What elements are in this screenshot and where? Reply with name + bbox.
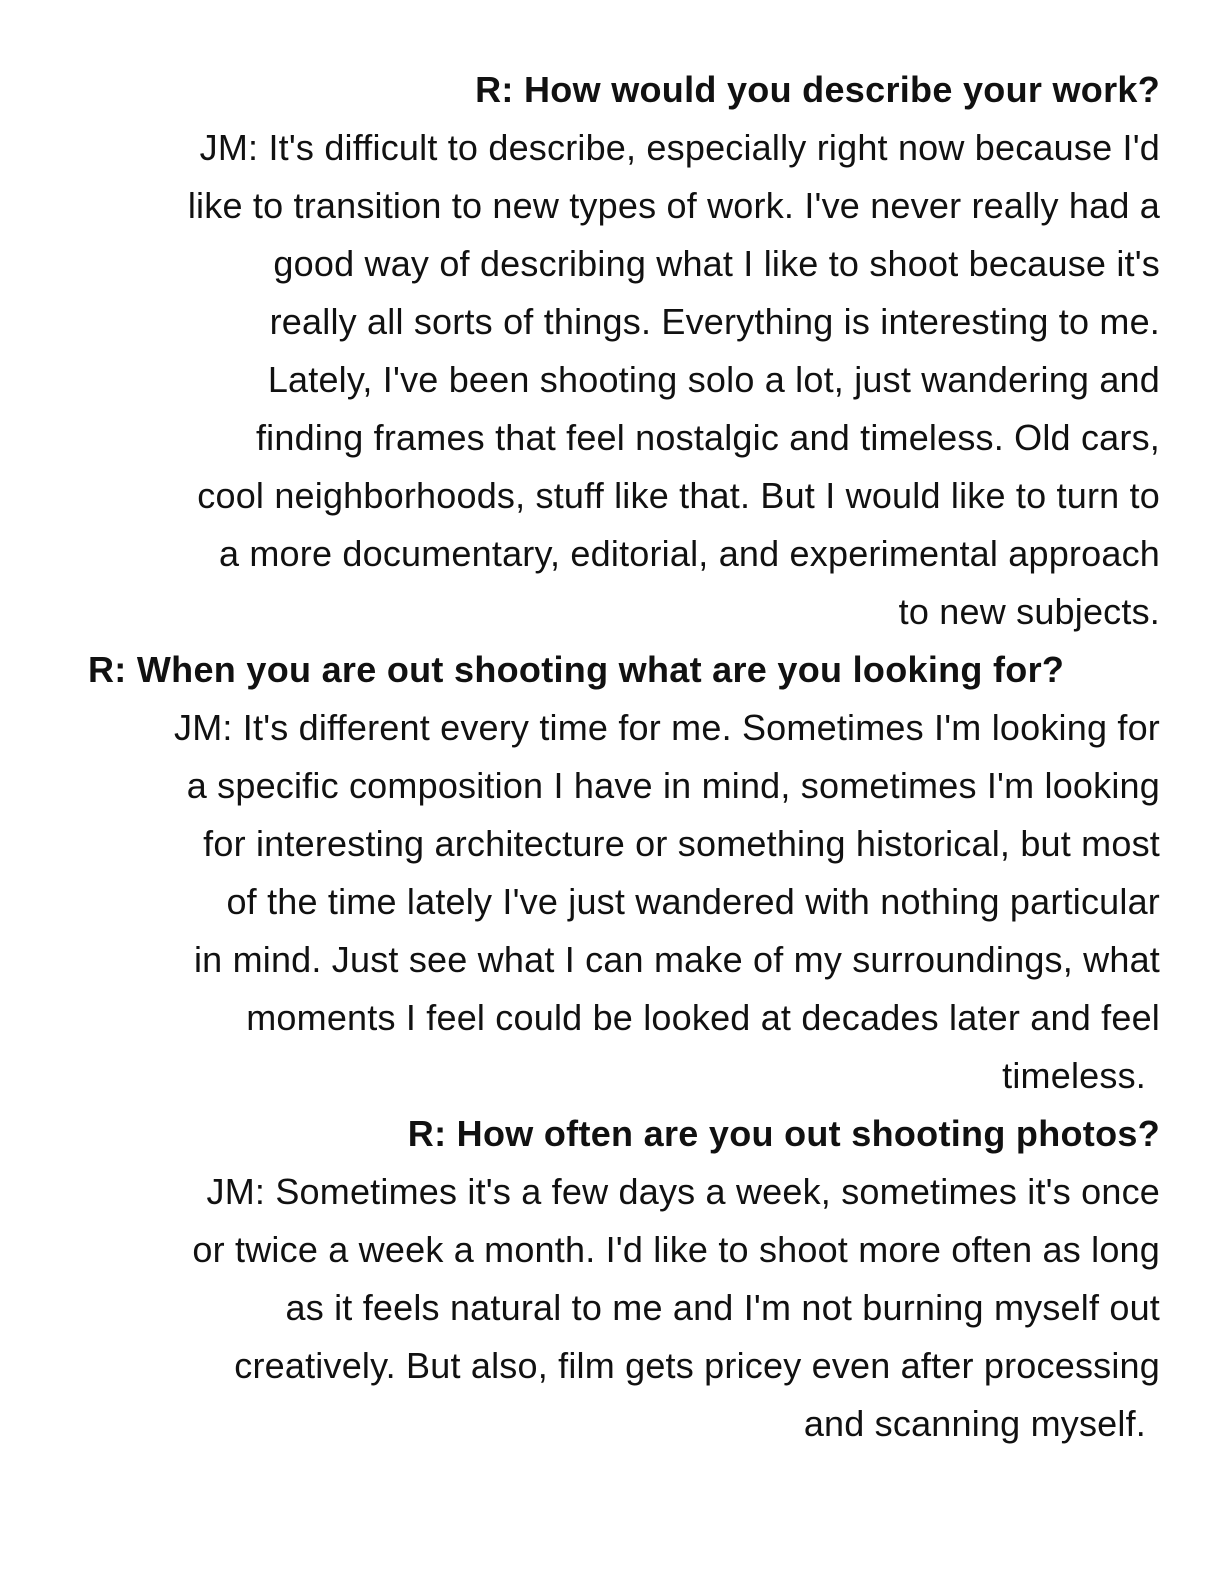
answer-2-line-2: a specific composition I have in mind, sometimes I'm looking (186, 765, 1160, 806)
answer-2-line-4: of the time lately I've just wandered with nothing particular (226, 881, 1160, 922)
question-1: R: How would you describe your work? (475, 69, 1160, 110)
answer-2-line-3: for interesting architecture or something historical, but most (203, 823, 1160, 864)
answer-2-line-7: timeless. (1002, 1055, 1146, 1096)
answer-1-line-1: JM: It's difficult to describe, especially right now because I'd (199, 127, 1160, 168)
answer-1-line-4: really all sorts of things. Everything is interesting to me. (269, 301, 1160, 342)
answer-1-line-9: to new subjects. (898, 591, 1160, 632)
answer-3-line-5: and scanning myself. (803, 1403, 1146, 1444)
answer-3-line-3: as it feels natural to me and I'm not burning myself out (285, 1287, 1160, 1328)
answer-1-line-6: finding frames that feel nostalgic and timeless. Old cars, (255, 417, 1160, 458)
answer-1-line-3: good way of describing what I like to shoot because it's (273, 243, 1160, 284)
question-3: R: How often are you out shooting photos? (407, 1113, 1160, 1154)
answer-1-line-7: cool neighborhoods, stuff like that. But I would like to turn to (197, 475, 1160, 516)
question-2: R: When you are out shooting what are you looking for? (88, 649, 1065, 690)
answer-2-line-6: moments I feel could be looked at decades later and feel (246, 997, 1160, 1038)
answer-2-line-5: in mind. Just see what I can make of my surroundings, what (193, 939, 1160, 980)
answer-3-line-2: or twice a week a month. I'd like to shoot more often as long (192, 1229, 1160, 1270)
answer-3-line-4: creatively. But also, film gets pricey even after processing (234, 1345, 1160, 1386)
answer-3-line-1: JM: Sometimes it's a few days a week, sometimes it's once (206, 1171, 1160, 1212)
answer-1-line-2: like to transition to new types of work. I've never really had a (187, 185, 1160, 226)
answer-2-line-1: JM: It's different every time for me. Sometimes I'm looking for (174, 707, 1160, 748)
answer-1-line-5: Lately, I've been shooting solo a lot, just wandering and (267, 359, 1160, 400)
answer-1-line-8: a more documentary, editorial, and experimental approach (218, 533, 1160, 574)
